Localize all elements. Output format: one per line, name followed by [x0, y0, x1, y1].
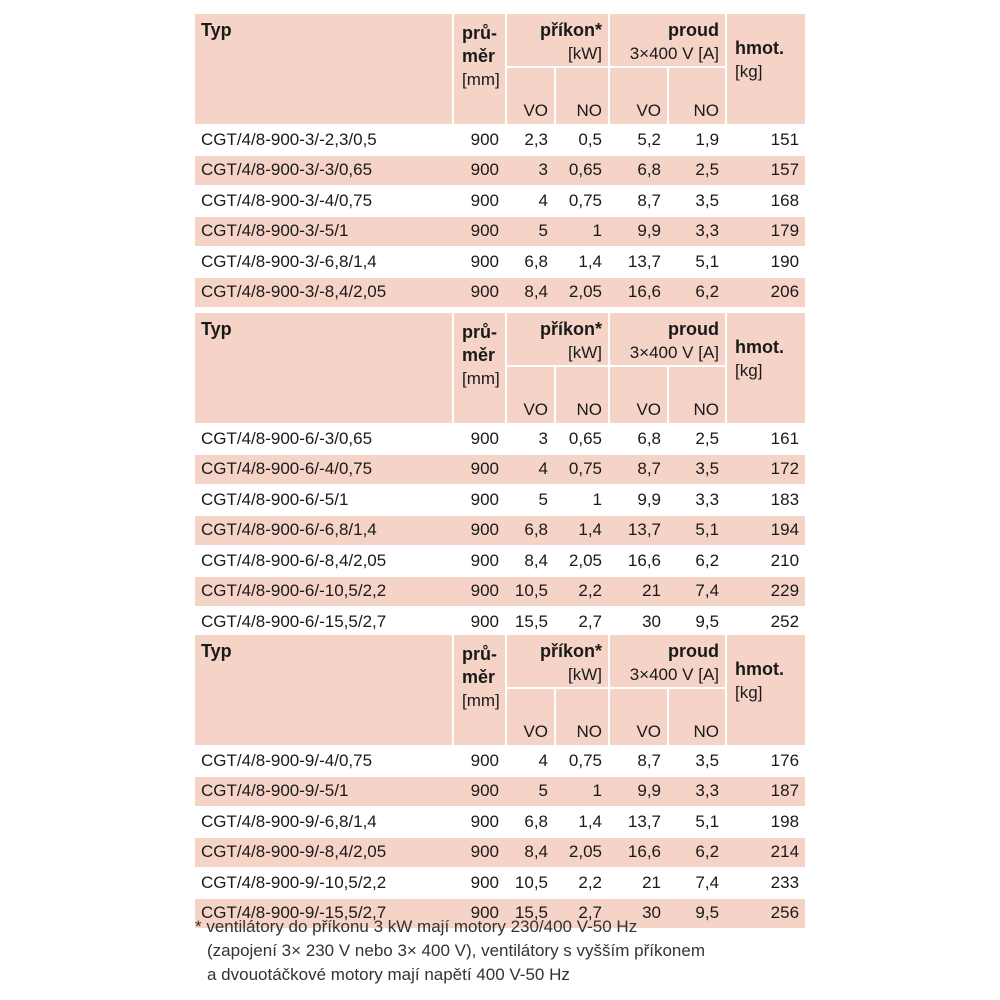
cell-typ: CGT/4/8-900-3/-4/0,75: [195, 185, 452, 216]
col-header-hmot-unit: [kg]: [735, 62, 763, 81]
col-header-typ: [195, 14, 452, 124]
cell-prikon-no: 2,05: [554, 277, 608, 308]
cell-proud-vo: 5,2: [608, 124, 667, 155]
cell-hmot: 252: [725, 606, 805, 637]
col-header-prikon-unit: [kW]: [568, 343, 603, 362]
cell-prikon-vo: 4: [505, 454, 554, 485]
footnote: [195, 915, 815, 987]
cell-prikon-vo: 10,5: [505, 576, 554, 607]
cell-prikon-no: 0,65: [554, 155, 608, 186]
table-row: [195, 776, 805, 807]
col-header-proud-unit: 3×400 V [A]: [629, 44, 720, 63]
cell-typ: CGT/4/8-900-3/-2,3/0,5: [195, 124, 452, 155]
col-subheader-proud-no: NO: [667, 365, 725, 423]
cell-prikon-vo: 5: [505, 776, 554, 807]
cell-typ: CGT/4/8-900-3/-5/1: [195, 216, 452, 247]
cell-proud-vo: 30: [608, 898, 667, 929]
header-row: [195, 14, 805, 66]
cell-prikon-no: 2,05: [554, 545, 608, 576]
table-row: [195, 545, 805, 576]
cell-proud-no: 3,5: [667, 185, 725, 216]
cell-proud-no: 6,2: [667, 277, 725, 308]
col-subheader-prikon-vo: VO: [505, 365, 554, 423]
cell-proud-no: 1,9: [667, 124, 725, 155]
cell-typ: CGT/4/8-900-9/-10,5/2,2: [195, 867, 452, 898]
cell-proud-no: 3,3: [667, 776, 725, 807]
cell-proud-vo: 8,7: [608, 745, 667, 776]
col-header-hmot: [725, 313, 805, 423]
cell-prumer: 900: [452, 545, 505, 576]
cell-proud-vo: 13,7: [608, 806, 667, 837]
cell-hmot: 256: [725, 898, 805, 929]
table-row: [195, 185, 805, 216]
cell-proud-vo: 8,7: [608, 185, 667, 216]
col-header-typ-label: Typ: [201, 20, 232, 40]
cell-prikon-vo: 6,8: [505, 246, 554, 277]
cell-prikon-vo: 10,5: [505, 867, 554, 898]
col-subheader-proud-vo: VO: [608, 66, 667, 124]
col-header-proud: [608, 14, 725, 66]
cell-hmot: 183: [725, 484, 805, 515]
col-header-prumer-bottom: měr: [462, 345, 496, 365]
cell-prikon-vo: 6,8: [505, 806, 554, 837]
cell-proud-no: 5,1: [667, 806, 725, 837]
cell-prumer: 900: [452, 806, 505, 837]
cell-prikon-no: 0,65: [554, 423, 608, 454]
col-header-prikon-label: příkon*: [540, 319, 603, 339]
col-header-prikon-unit: [kW]: [568, 665, 603, 684]
col-header-prumer-unit: [mm]: [462, 70, 500, 89]
col-header-proud-label: proud: [668, 319, 720, 339]
cell-proud-no: 5,1: [667, 515, 725, 546]
cell-hmot: 198: [725, 806, 805, 837]
col-header-prumer-unit: [mm]: [462, 369, 500, 388]
col-header-hmot-unit: [kg]: [735, 683, 763, 702]
col-subheader-prikon-vo: VO: [505, 66, 554, 124]
col-header-proud-unit: 3×400 V [A]: [629, 665, 720, 684]
col-header-typ-label: Typ: [201, 641, 232, 661]
cell-proud-no: 9,5: [667, 606, 725, 637]
cell-prumer: 900: [452, 484, 505, 515]
table-row: [195, 837, 805, 868]
cell-proud-no: 5,1: [667, 246, 725, 277]
cell-proud-vo: 6,8: [608, 155, 667, 186]
table-row: [195, 423, 805, 454]
cell-prumer: 900: [452, 124, 505, 155]
cell-prikon-no: 2,2: [554, 867, 608, 898]
cell-prumer: 900: [452, 745, 505, 776]
cell-proud-vo: 6,8: [608, 423, 667, 454]
cell-prikon-vo: 15,5: [505, 606, 554, 637]
table-row: [195, 484, 805, 515]
footnote-line-1: * ventilátory do příkonu 3 kW mají motory 230/400 V-50 Hz: [195, 917, 638, 936]
cell-proud-vo: 9,9: [608, 216, 667, 247]
cell-prikon-no: 2,7: [554, 898, 608, 929]
col-subheader-proud-vo: VO: [608, 365, 667, 423]
table-row: [195, 576, 805, 607]
col-header-proud-label: proud: [668, 641, 720, 661]
cell-prikon-no: 0,75: [554, 454, 608, 485]
cell-prikon-vo: 3: [505, 155, 554, 186]
cell-prikon-no: 1: [554, 484, 608, 515]
col-subheader-proud-no: NO: [667, 66, 725, 124]
cell-hmot: 172: [725, 454, 805, 485]
col-subheader-prikon-no: NO: [554, 687, 608, 745]
cell-typ: CGT/4/8-900-6/-6,8/1,4: [195, 515, 452, 546]
cell-proud-no: 3,3: [667, 216, 725, 247]
cell-prikon-no: 2,7: [554, 606, 608, 637]
cell-hmot: 151: [725, 124, 805, 155]
cell-prumer: 900: [452, 277, 505, 308]
header-row: [195, 313, 805, 365]
cell-prumer: 900: [452, 898, 505, 929]
col-subheader-prikon-vo: VO: [505, 687, 554, 745]
col-header-proud: [608, 635, 725, 687]
cell-proud-no: 3,3: [667, 484, 725, 515]
col-header-prikon: [505, 313, 608, 365]
cell-hmot: 176: [725, 745, 805, 776]
col-subheader-prikon-no: NO: [554, 365, 608, 423]
cell-prikon-vo: 8,4: [505, 277, 554, 308]
cell-typ: CGT/4/8-900-9/-4/0,75: [195, 745, 452, 776]
cell-typ: CGT/4/8-900-3/-8,4/2,05: [195, 277, 452, 308]
table-row: [195, 246, 805, 277]
col-header-hmot: [725, 635, 805, 745]
footnote-line-2: (zapojení 3× 230 V nebo 3× 400 V), ventilátory s vyšším příkonem: [207, 941, 705, 960]
cell-hmot: 187: [725, 776, 805, 807]
col-header-prumer-top: prů-: [462, 23, 497, 43]
cell-typ: CGT/4/8-900-6/-5/1: [195, 484, 452, 515]
cell-hmot: 161: [725, 423, 805, 454]
cell-hmot: 233: [725, 867, 805, 898]
table-row: [195, 515, 805, 546]
col-header-hmot-label: hmot.: [735, 38, 785, 58]
cell-proud-vo: 21: [608, 867, 667, 898]
cell-proud-vo: 13,7: [608, 246, 667, 277]
cell-typ: CGT/4/8-900-3/-3/0,65: [195, 155, 452, 186]
cell-prumer: 900: [452, 216, 505, 247]
cell-typ: CGT/4/8-900-9/-15,5/2,7: [195, 898, 452, 929]
spec-table-3: [195, 635, 805, 928]
col-header-prumer-bottom: měr: [462, 667, 496, 687]
col-subheader-proud-vo: VO: [608, 687, 667, 745]
cell-prumer: 900: [452, 423, 505, 454]
col-header-prikon: [505, 635, 608, 687]
cell-prikon-no: 1,4: [554, 246, 608, 277]
cell-hmot: 194: [725, 515, 805, 546]
col-header-proud-label: proud: [668, 20, 720, 40]
table-row: [195, 277, 805, 308]
table-row: [195, 155, 805, 186]
spec-table-1: [195, 14, 805, 307]
cell-prikon-vo: 5: [505, 484, 554, 515]
cell-prikon-vo: 3: [505, 423, 554, 454]
cell-proud-no: 9,5: [667, 898, 725, 929]
cell-prumer: 900: [452, 155, 505, 186]
cell-hmot: 206: [725, 277, 805, 308]
table-row: [195, 124, 805, 155]
cell-proud-vo: 13,7: [608, 515, 667, 546]
cell-proud-no: 3,5: [667, 454, 725, 485]
cell-typ: CGT/4/8-900-6/-15,5/2,7: [195, 606, 452, 637]
cell-typ: CGT/4/8-900-6/-10,5/2,2: [195, 576, 452, 607]
cell-hmot: 214: [725, 837, 805, 868]
col-header-prumer: [452, 313, 505, 423]
cell-prikon-no: 1: [554, 216, 608, 247]
cell-hmot: 168: [725, 185, 805, 216]
cell-proud-vo: 21: [608, 576, 667, 607]
cell-prumer: 900: [452, 246, 505, 277]
cell-prikon-no: 1,4: [554, 806, 608, 837]
table-row: [195, 216, 805, 247]
cell-prumer: 900: [452, 776, 505, 807]
cell-prikon-vo: 4: [505, 745, 554, 776]
cell-prumer: 900: [452, 185, 505, 216]
cell-proud-no: 6,2: [667, 545, 725, 576]
footnote-line-3: a dvouotáčkové motory mají napětí 400 V-50 Hz: [207, 965, 570, 984]
col-header-prikon-label: příkon*: [540, 641, 603, 661]
col-header-prumer: [452, 635, 505, 745]
cell-prikon-no: 0,75: [554, 185, 608, 216]
cell-prikon-vo: 4: [505, 185, 554, 216]
cell-proud-vo: 30: [608, 606, 667, 637]
cell-prikon-vo: 15,5: [505, 898, 554, 929]
header-row: [195, 635, 805, 687]
cell-prumer: 900: [452, 606, 505, 637]
cell-typ: CGT/4/8-900-6/-8,4/2,05: [195, 545, 452, 576]
cell-prikon-no: 1: [554, 776, 608, 807]
cell-prumer: 900: [452, 454, 505, 485]
cell-hmot: 157: [725, 155, 805, 186]
cell-proud-vo: 16,6: [608, 277, 667, 308]
col-header-typ: [195, 635, 452, 745]
col-header-hmot-label: hmot.: [735, 659, 785, 679]
col-subheader-proud-no: NO: [667, 687, 725, 745]
col-header-hmot-unit: [kg]: [735, 361, 763, 380]
cell-prikon-no: 1,4: [554, 515, 608, 546]
cell-proud-vo: 9,9: [608, 776, 667, 807]
cell-hmot: 229: [725, 576, 805, 607]
cell-proud-no: 7,4: [667, 867, 725, 898]
cell-typ: CGT/4/8-900-3/-6,8/1,4: [195, 246, 452, 277]
col-header-hmot-label: hmot.: [735, 337, 785, 357]
cell-typ: CGT/4/8-900-6/-3/0,65: [195, 423, 452, 454]
cell-typ: CGT/4/8-900-9/-6,8/1,4: [195, 806, 452, 837]
col-header-prumer-unit: [mm]: [462, 691, 500, 710]
cell-typ: CGT/4/8-900-9/-5/1: [195, 776, 452, 807]
cell-prikon-no: 0,75: [554, 745, 608, 776]
cell-proud-vo: 9,9: [608, 484, 667, 515]
table-row: [195, 806, 805, 837]
cell-proud-no: 2,5: [667, 155, 725, 186]
cell-prikon-vo: 6,8: [505, 515, 554, 546]
cell-prikon-vo: 2,3: [505, 124, 554, 155]
col-header-typ-label: Typ: [201, 319, 232, 339]
col-header-hmot: [725, 14, 805, 124]
col-header-prikon-unit: [kW]: [568, 44, 603, 63]
cell-prumer: 900: [452, 867, 505, 898]
col-header-prumer-bottom: měr: [462, 46, 496, 66]
cell-proud-no: 3,5: [667, 745, 725, 776]
col-header-prumer: [452, 14, 505, 124]
col-subheader-prikon-no: NO: [554, 66, 608, 124]
cell-prumer: 900: [452, 837, 505, 868]
cell-proud-vo: 16,6: [608, 545, 667, 576]
table-row: [195, 606, 805, 637]
col-header-prumer-top: prů-: [462, 644, 497, 664]
cell-proud-vo: 16,6: [608, 837, 667, 868]
cell-prikon-vo: 5: [505, 216, 554, 247]
cell-prumer: 900: [452, 576, 505, 607]
cell-prikon-no: 0,5: [554, 124, 608, 155]
table-row: [195, 745, 805, 776]
col-header-prumer-top: prů-: [462, 322, 497, 342]
cell-proud-no: 2,5: [667, 423, 725, 454]
cell-typ: CGT/4/8-900-9/-8,4/2,05: [195, 837, 452, 868]
cell-prikon-vo: 8,4: [505, 545, 554, 576]
table-row: [195, 454, 805, 485]
col-header-prikon-label: příkon*: [540, 20, 603, 40]
cell-hmot: 210: [725, 545, 805, 576]
cell-proud-vo: 8,7: [608, 454, 667, 485]
col-header-proud-unit: 3×400 V [A]: [629, 343, 720, 362]
spec-table-2: [195, 313, 805, 637]
table-row: [195, 867, 805, 898]
cell-hmot: 190: [725, 246, 805, 277]
col-header-proud: [608, 313, 725, 365]
cell-proud-no: 7,4: [667, 576, 725, 607]
cell-prikon-no: 2,05: [554, 837, 608, 868]
cell-prumer: 900: [452, 515, 505, 546]
cell-prikon-no: 2,2: [554, 576, 608, 607]
cell-typ: CGT/4/8-900-6/-4/0,75: [195, 454, 452, 485]
col-header-prikon: [505, 14, 608, 66]
cell-hmot: 179: [725, 216, 805, 247]
col-header-typ: [195, 313, 452, 423]
cell-proud-no: 6,2: [667, 837, 725, 868]
cell-prikon-vo: 8,4: [505, 837, 554, 868]
